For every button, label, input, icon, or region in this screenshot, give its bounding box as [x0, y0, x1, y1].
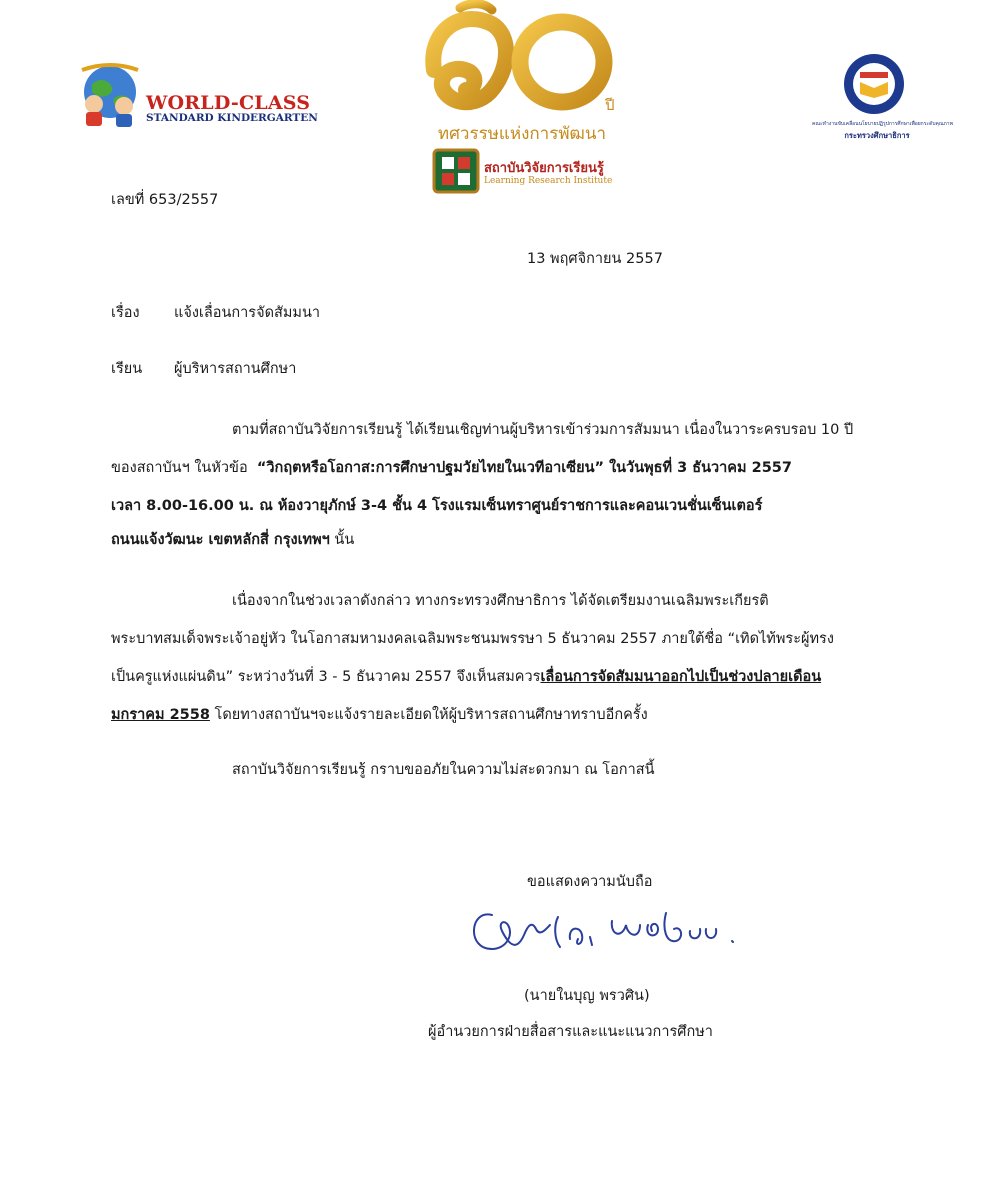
thai-numeral-ten-emblem: [420, 0, 620, 125]
paragraph1-line2-lead: ของสถาบันฯ ในหัวข้อ: [111, 460, 248, 476]
closing-phrase: ขอแสดงความนับถือ: [527, 874, 653, 890]
logo-title: WORLD-CLASS: [146, 92, 311, 114]
paragraph1-line1: ตามที่สถาบันวิจัยการเรียนรู้ ได้เรียนเชิญท่านผู้บริหารเข้าร่วมการสัมมนา เนื่องในวาระครบรอบ 10 ปี: [232, 422, 854, 438]
institute-name-en: Learning Research Institute: [484, 176, 613, 186]
institute-anniversary-logo: [420, 0, 620, 200]
handwritten-signature: [462, 895, 772, 965]
paragraph2-line1: เนื่องจากในช่วงเวลาดังกล่าว ทางกระทรวงศึกษาธิการ ได้จัดเตรียมงานเฉลิมพระเกียรติ: [232, 593, 769, 609]
paragraph1-line4: [111, 531, 354, 549]
recipient-label: เรียน: [111, 361, 143, 377]
paragraph2-line2: พระบาทสมเด็จพระเจ้าอยู่หัว ในโอกาสมหามงคลเฉลิมพระชนมพรรษา 5 ธันวาคม 2557 ภายใต้ชื่อ “เทิดไท้พระผู้ทรง: [111, 631, 834, 647]
world-class-kindergarten-logo: [72, 62, 318, 132]
paragraph1-line3: เวลา 8.00-16.00 น. ณ ห้องวายุภักษ์ 3-4 ชั้น 4 โรงแรมเซ็นทราศูนย์ราชการและคอนเวนชั่นเซ็นเตอร์: [111, 498, 763, 514]
paragraph2-line4: [111, 706, 648, 724]
subject-text: แจ้งเลื่อนการจัดสัมมนา: [174, 305, 321, 321]
ministry-program-logo: [812, 52, 953, 147]
round-seal-icon: [812, 52, 942, 118]
anniversary-tagline: ทศวรรษแห่งการพัฒนา: [437, 124, 607, 144]
new-date-month: มกราคม 2558: [111, 707, 210, 723]
paragraph2-line4-rest: โดยทางสถาบันฯจะแจ้งรายละเอียดให้ผู้บริหารสถานศึกษาทราบอีกครั้ง: [209, 707, 648, 723]
recipient-text: ผู้บริหารสถานศึกษา: [174, 361, 297, 377]
document-date: 13 พฤศจิกายน 2557: [527, 251, 663, 267]
paragraph2-line3-lead: เป็นครูแห่งแผ่นดิน” ระหว่างวันที่ 3 - 5 ธันวาคม 2557 จึงเห็นสมควร: [111, 669, 541, 685]
seminar-topic: “วิกฤตหรือโอกาส:การศึกษาปฐมวัยไทยในเวทีอาเซียน” ในวันพุธที่ 3 ธันวาคม 2557: [256, 460, 792, 476]
seal-caption: คณะทำงานขับเคลื่อนนโยบายปฏิรูปการศึกษาเพื่อยกระดับคุณภาพ: [812, 121, 953, 127]
postponement-notice: เลื่อนการจัดสัมมนาออกไปเป็นช่วงปลายเดือน: [540, 669, 822, 685]
paragraph1-line4-end: นั้น: [334, 532, 355, 548]
subject-label: เรื่อง: [111, 305, 140, 321]
signer-name: (นายในบุญ พรวศิน): [524, 988, 650, 1004]
logo-subtitle: STANDARD KINDERGARTEN: [146, 112, 318, 124]
paragraph1-line2: [111, 459, 792, 477]
signer-title: ผู้อำนวยการฝ่ายสื่อสารและแนะแนวการศึกษา: [428, 1024, 713, 1040]
venue-address: ถนนแจ้งวัฒนะ เขตหลักสี่ กรุงเทพฯ: [111, 532, 330, 548]
institute-name-th: สถาบันวิจัยการเรียนรู้: [484, 161, 604, 176]
document-number: เลขที่ 653/2557: [111, 192, 219, 208]
svg-text:ปี: ปี: [605, 96, 615, 114]
globe-kids-icon: [72, 62, 152, 132]
apology-paragraph: สถาบันวิจัยการเรียนรู้ กราบขออภัยในความไม่สะดวกมา ณ โอกาสนี้: [232, 762, 655, 778]
ministry-name: กระทรวงศึกษาธิการ: [844, 131, 910, 140]
paragraph2-line3: [111, 668, 821, 686]
institute-crest-icon: [432, 148, 480, 194]
